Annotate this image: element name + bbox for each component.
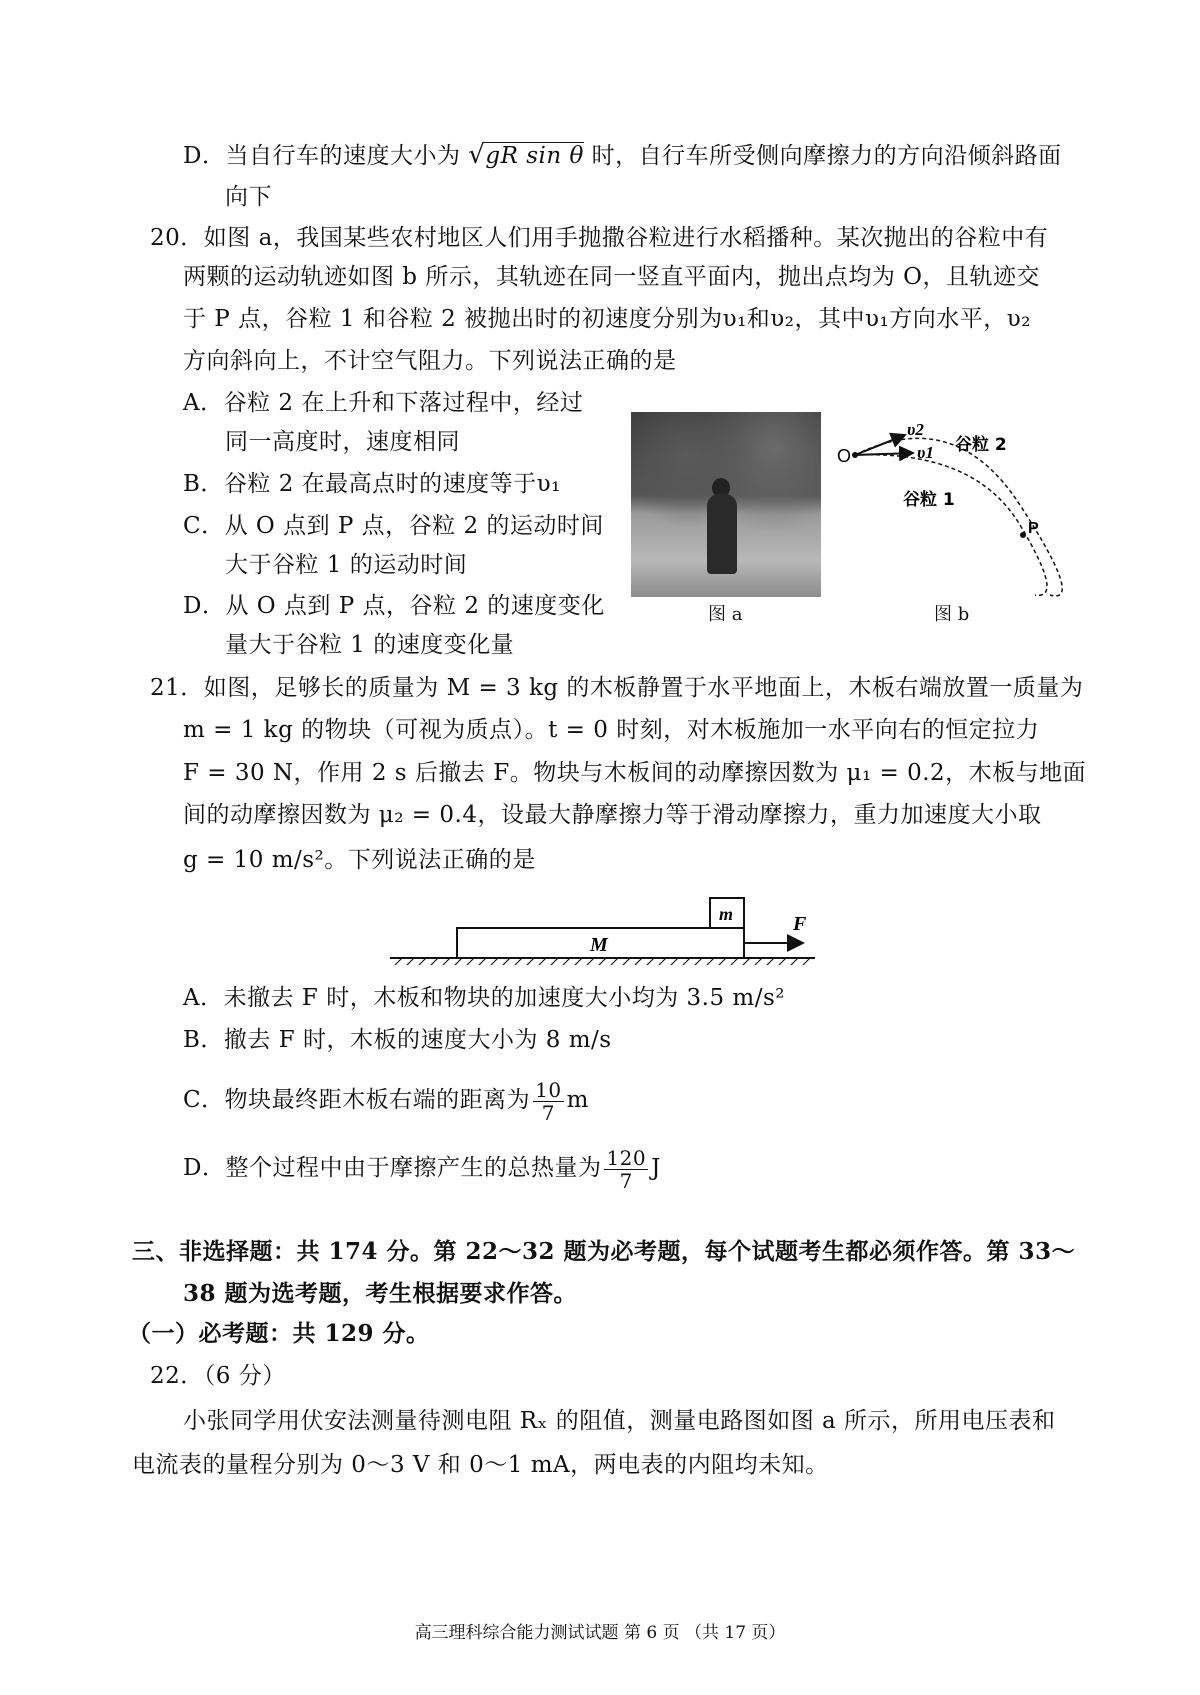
q20-stem-1: 20．如图 a，我国某些农村地区人们用手抛撒谷粒进行水稻播种。某次抛出的谷粒中有 <box>150 225 1049 251</box>
q21d-text: D．整个过程中由于摩擦产生的总热量为 <box>183 1155 602 1181</box>
figure-b-caption: 图 b <box>934 604 970 625</box>
q22-line-2: 电流表的量程分别为 0～3 V 和 0～1 mA，两电表的内阻均未知。 <box>132 1452 829 1478</box>
q21-option-a: A．未撤去 F 时，木板和物块的加速度大小均为 3.5 m/s² <box>183 985 785 1011</box>
q21c-unit: m <box>566 1087 589 1113</box>
p-label: P <box>1028 520 1039 537</box>
q21d-denominator: 7 <box>619 1168 633 1193</box>
v1-label: υ1 <box>917 443 934 462</box>
q21c-numerator: 10 <box>535 1077 562 1102</box>
q20-option-d-1: D．从 O 点到 P 点，谷粒 2 的速度变化 <box>183 593 605 619</box>
q20-option-c-1: C．从 O 点到 P 点，谷粒 2 的运动时间 <box>183 513 604 539</box>
q22-number: 22．（6 分） <box>150 1363 286 1389</box>
block-m-label: m <box>719 904 734 924</box>
v2-label: υ2 <box>907 420 924 439</box>
q21d-numerator: 120 <box>606 1145 647 1170</box>
force-label: F <box>793 913 807 935</box>
farmer-figure <box>707 494 737 574</box>
q21c-text: C．物块最终距木板右端的距离为 <box>183 1087 531 1113</box>
q20-option-b: B．谷粒 2 在最高点时的速度等于υ₁ <box>183 471 561 497</box>
q21d-fraction <box>604 1147 648 1192</box>
sqrt-expression: √gR sin θ <box>468 140 584 170</box>
ground-hatching <box>395 958 810 965</box>
q21-option-c <box>183 1072 589 1128</box>
grain1-trajectory <box>855 455 1047 596</box>
q19-option-d-line2: 向下 <box>225 184 272 210</box>
q20-option-d-2: 量大于谷粒 1 的速度变化量 <box>225 632 515 658</box>
q21-stem-2: m = 1 kg 的物块（可视为质点）。t = 0 时刻，对木板施加一水平向右的恒定拉力 <box>183 717 1040 743</box>
q21-option-b: B．撤去 F 时，木板的速度大小为 8 m/s <box>183 1027 612 1053</box>
q21-stem-3: F = 30 N，作用 2 s 后撤去 F。物块与木板间的动摩擦因数为 μ₁ = 0.2，木板与地面 <box>183 760 1087 786</box>
q20-option-a-1: A．谷粒 2 在上升和下落过程中，经过 <box>183 390 584 416</box>
q21-stem-4: 间的动摩擦因数为 μ₂ = 0.4，设最大静摩擦力等于滑动摩擦力，重力加速度大小取 <box>183 802 1042 828</box>
q21c-denominator: 7 <box>541 1100 555 1125</box>
q20-stem-3: 于 P 点，谷粒 1 和谷粒 2 被抛出时的初速度分别为υ₁和υ₂，其中υ₁方向水平，υ₂ <box>183 306 1031 332</box>
intersection-point <box>1020 532 1026 538</box>
grain1-label: 谷粒 1 <box>903 490 955 510</box>
figure-a-photo <box>631 412 821 597</box>
q21-stem-5: g = 10 m/s²。下列说法正确的是 <box>183 847 536 873</box>
page-footer: 高三理科综合能力测试试题 第 6 页 （共 17 页） <box>414 1623 786 1643</box>
q19d-post: 时，自行车所受侧向摩擦力的方向沿倾斜路面 <box>591 143 1062 169</box>
q19-option-d-line1 <box>183 140 1062 171</box>
section3-heading-2: 38 题为选考题，考生根据要求作答。 <box>183 1280 578 1307</box>
figure-a-caption: 图 a <box>708 604 743 625</box>
section3-heading-1: 三、非选择题：共 174 分。第 22～32 题为必考题，每个试题考生都必须作答。第 33～ <box>132 1238 1076 1265</box>
q20-stem-4: 方向斜向上，不计空气阻力。下列说法正确的是 <box>183 348 677 374</box>
grain2-trajectory <box>855 438 1062 596</box>
q20-option-a-2: 同一高度时，速度相同 <box>225 429 460 455</box>
origin-label: O <box>837 446 852 466</box>
section3-subheading: （一）必考题：共 129 分。 <box>128 1320 430 1347</box>
figure-b-trajectory-diagram <box>835 405 1085 605</box>
q21d-unit: J <box>651 1155 661 1181</box>
q19d-pre: D．当自行车的速度大小为 <box>183 143 461 169</box>
q21c-fraction <box>533 1079 563 1124</box>
q20-option-c-2: 大于谷粒 1 的运动时间 <box>225 552 468 578</box>
q21-option-d <box>183 1140 661 1196</box>
q21-board-block-diagram <box>385 890 825 965</box>
board-M-label: M <box>590 934 608 956</box>
grain2-label: 谷粒 2 <box>955 435 1007 455</box>
q20-stem-2: 两颗的运动轨迹如图 b 所示，其轨迹在同一竖直平面内，抛出点均为 O，且轨迹交 <box>183 264 1041 290</box>
q21-stem-1: 21．如图，足够长的质量为 M = 3 kg 的木板静置于水平地面上，木板右端放置一质量为 <box>150 675 1084 701</box>
sqrt-radicand: gR sin θ <box>485 143 584 169</box>
q22-line-1: 小张同学用伏安法测量待测电阻 Rₓ 的阻值，测量电路图如图 a 所示，所用电压表和 <box>183 1408 1056 1434</box>
